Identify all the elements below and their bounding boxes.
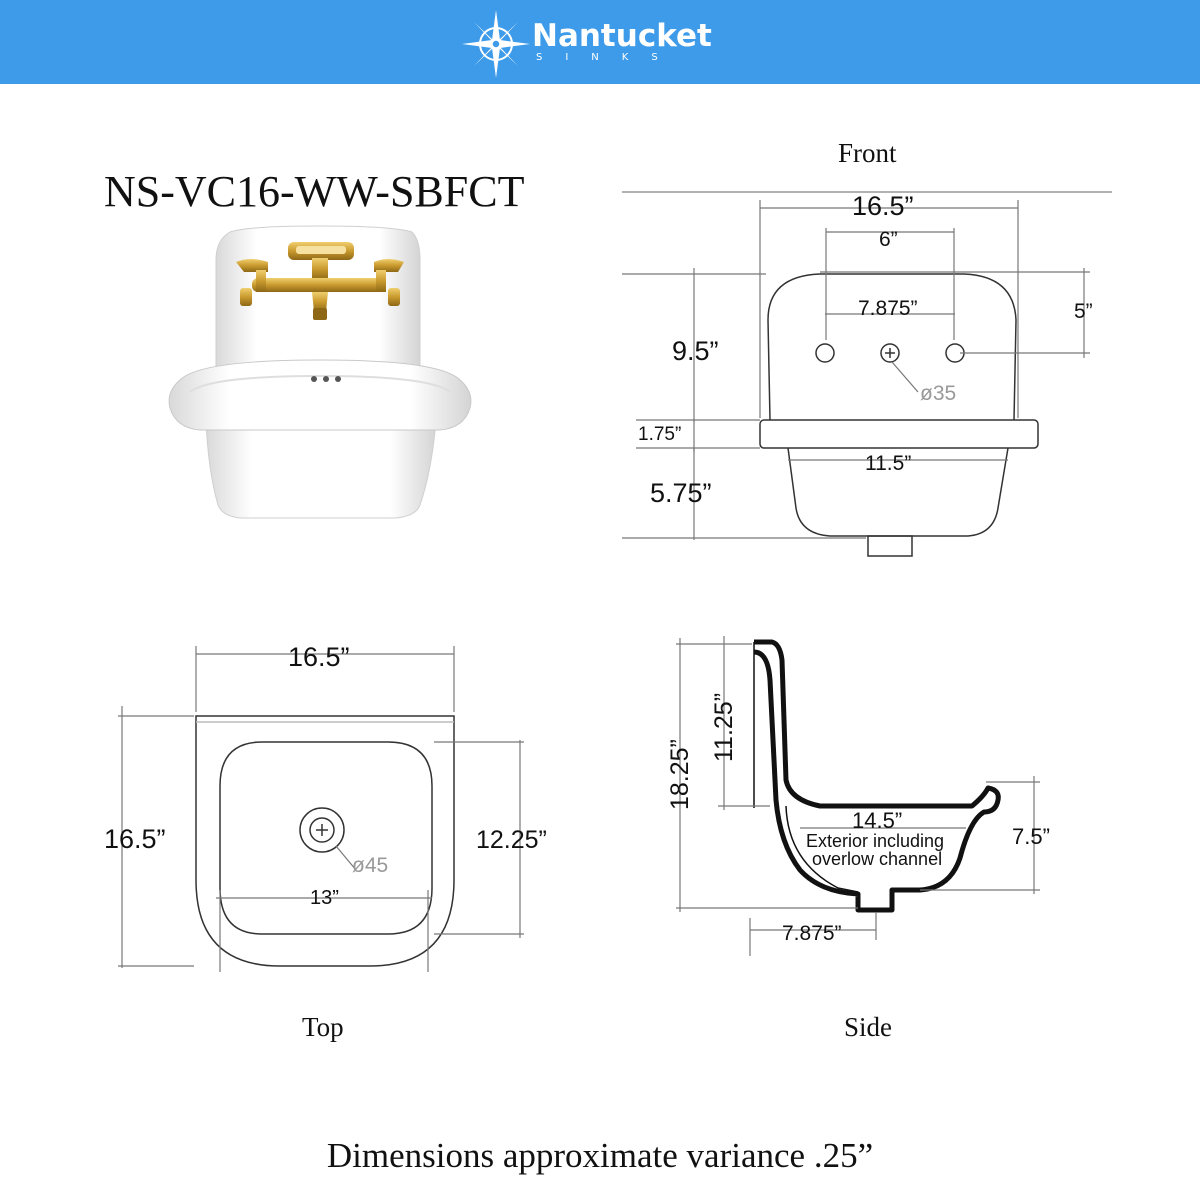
footnote: Dimensions approximate variance .25” — [326, 1136, 874, 1175]
side-overall-height: 18.25” — [666, 739, 694, 810]
front-backsplash-offset: 5” — [1074, 300, 1093, 323]
side-bowl-height: 7.5” — [1012, 824, 1050, 849]
side-view-label: Side — [844, 1012, 893, 1042]
front-rim-height: 1.75” — [638, 424, 682, 445]
front-view-label: Front — [838, 138, 897, 168]
brand-name: Nantucket — [532, 18, 712, 54]
side-exterior-depth: 14.5” — [852, 808, 903, 833]
side-exterior-note-line1: Exterior including — [806, 831, 945, 851]
top-depth: 16.5” — [104, 824, 166, 854]
front-basin-width: 11.5” — [865, 452, 912, 475]
front-backsplash-height: 9.5” — [672, 336, 719, 366]
front-hole-diameter: ø35 — [920, 382, 957, 405]
brand-subtitle: SINKS — [536, 52, 681, 63]
model-number: NS-VC16-WW-SBFCT — [104, 167, 525, 216]
side-back-height: 11.25” — [710, 692, 738, 762]
front-basin-height: 5.75” — [650, 478, 712, 508]
front-hole-spacing: 7.875” — [858, 297, 918, 320]
top-view-label: Top — [302, 1012, 344, 1042]
front-faucet-spacing: 6” — [879, 228, 898, 251]
front-overall-width: 16.5” — [852, 191, 914, 221]
side-base-depth: 7.875” — [782, 922, 842, 945]
top-drain-diameter: ø45 — [352, 854, 389, 877]
top-bowl-depth: 12.25” — [476, 826, 547, 854]
side-exterior-note-line2: overlow channel — [812, 849, 943, 869]
top-bowl-width: 13” — [310, 887, 339, 909]
top-width: 16.5” — [288, 642, 350, 672]
